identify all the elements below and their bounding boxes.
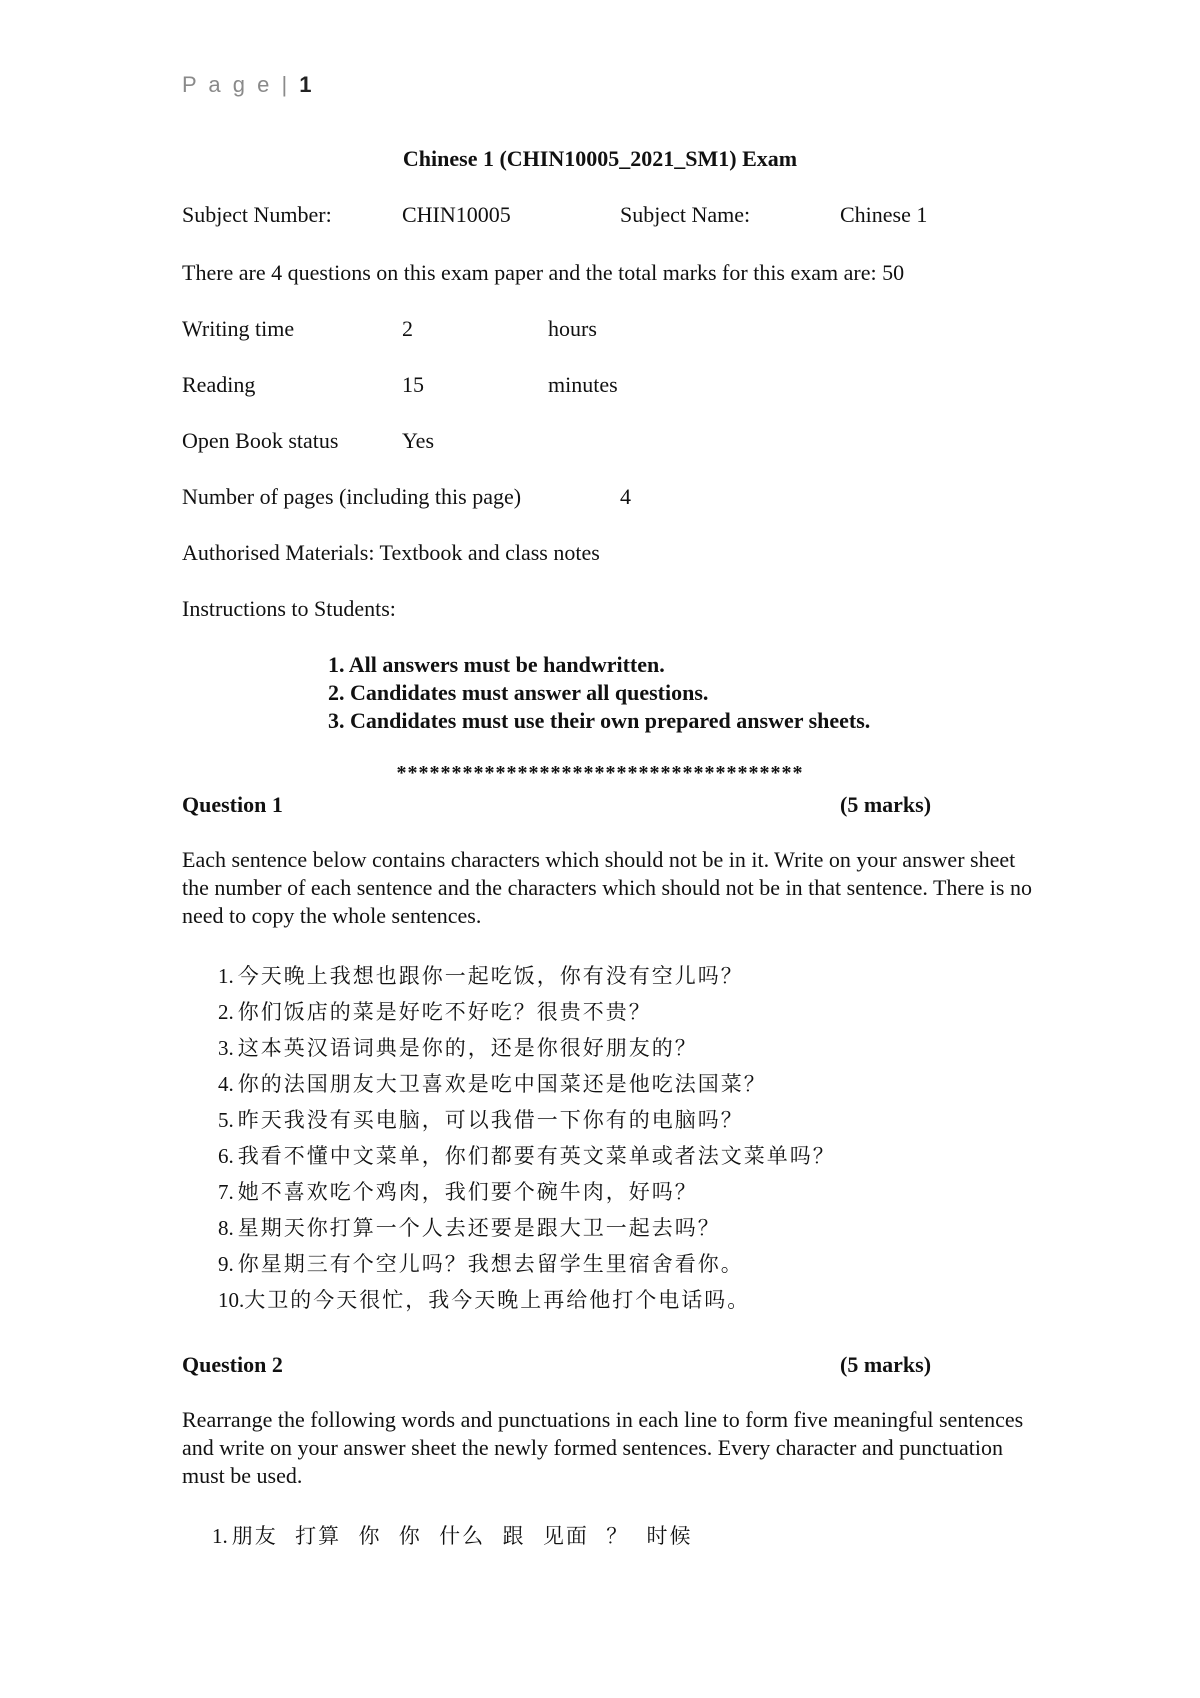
sentence-text: 你们饭店的菜是好吃不好吃？很贵不贵？ <box>237 1000 652 1024</box>
line-text: 朋友 打算 你 你 什么 跟 见面 ？ 时候 <box>231 1524 693 1548</box>
page-number <box>182 72 315 98</box>
pages-label: Number of pages (including this page) <box>182 484 522 509</box>
line-number: 1. <box>212 1524 228 1548</box>
list-item <box>218 996 652 1026</box>
writing-time-value: 2 <box>402 316 413 341</box>
page-separator: | <box>281 72 291 97</box>
pages-value: 4 <box>620 484 631 509</box>
sentence-number: 2. <box>218 1000 234 1024</box>
reading-value: 15 <box>402 372 424 397</box>
sentence-number: 6. <box>218 1144 234 1168</box>
list-item <box>218 960 744 990</box>
sentence-text: 今天晚上我想也跟你一起吃饭，你有没有空儿吗？ <box>237 964 744 988</box>
list-item <box>212 1520 693 1550</box>
question-1-title: Question 1 <box>182 792 283 817</box>
open-book-label: Open Book status <box>182 428 339 453</box>
sentence-number: 10. <box>218 1288 245 1312</box>
sentence-text: 大卫的今天很忙，我今天晚上再给他打个电话吗。 <box>244 1288 751 1312</box>
question-2-instructions: Rearrange the following words and punctuations in each line to form five meaningful sentences and write on your answer sheet the newly formed sentences. Every character and punctuation must be used. <box>182 1407 1024 1488</box>
sentence-number: 1. <box>218 964 234 988</box>
sentence-number: 9. <box>218 1252 234 1276</box>
writing-time-unit: hours <box>548 316 597 341</box>
sentence-number: 4. <box>218 1072 234 1096</box>
question-2-marks: (5 marks) <box>840 1352 932 1377</box>
sentence-text: 这本英汉语词典是你的，还是你很好朋友的？ <box>237 1036 698 1060</box>
instruction-item: 3. Candidates must use their own prepared answer sheets. <box>328 708 871 733</box>
reading-unit: minutes <box>548 372 618 397</box>
sentence-text: 你的法国朋友大卫喜欢是吃中国菜还是他吃法国菜？ <box>237 1072 767 1096</box>
exam-title: Chinese 1 (CHIN10005_2021_SM1) Exam <box>402 146 798 171</box>
sentence-text: 昨天我没有买电脑，可以我借一下你有的电脑吗？ <box>237 1108 744 1132</box>
sentence-text: 我看不懂中文菜单，你们都要有英文菜单或者法文菜单吗？ <box>237 1144 836 1168</box>
sentence-text: 星期天你打算一个人去还要是跟大卫一起去吗？ <box>237 1216 721 1240</box>
instruction-item: 1. All answers must be handwritten. <box>328 652 665 677</box>
sentence-number: 3. <box>218 1036 234 1060</box>
writing-time-label: Writing time <box>182 316 295 341</box>
subject-name-label: Subject Name: <box>620 202 751 227</box>
list-item <box>218 1068 767 1098</box>
subject-name-value: Chinese 1 <box>840 202 928 227</box>
reading-label: Reading <box>182 372 256 397</box>
list-item <box>218 1104 744 1134</box>
sentence-number: 5. <box>218 1108 234 1132</box>
sentence-number: 8. <box>218 1216 234 1240</box>
page-label: P a g e <box>182 72 273 97</box>
subject-number-value: CHIN10005 <box>402 202 511 227</box>
list-item <box>218 1140 836 1170</box>
question-1-instructions: Each sentence below contains characters which should not be in it. Write on your answer sheet the number of each sentence and the characters which should not be in that sentence. There is no need to copy the whole sentences. <box>182 847 1032 928</box>
section-separator: ************************************* <box>396 762 804 784</box>
list-item <box>218 1284 750 1314</box>
list-item <box>218 1212 721 1242</box>
question-1-marks: (5 marks) <box>840 792 932 817</box>
question-2-title: Question 2 <box>182 1352 283 1377</box>
questions-total: There are 4 questions on this exam paper and the total marks for this exam are: 50 <box>182 260 905 285</box>
instructions-label: Instructions to Students: <box>182 596 396 621</box>
sentence-number: 7. <box>218 1180 234 1204</box>
subject-number-label: Subject Number: <box>182 202 332 227</box>
page-number-value: 1 <box>299 72 315 97</box>
authorised-materials: Authorised Materials: Textbook and class notes <box>182 540 600 565</box>
list-item <box>218 1248 744 1278</box>
list-item <box>218 1176 698 1206</box>
open-book-value: Yes <box>402 428 435 453</box>
sentence-text: 她不喜欢吃个鸡肉，我们要个碗牛肉，好吗？ <box>237 1180 698 1204</box>
list-item <box>218 1032 698 1062</box>
sentence-text: 你星期三有个空儿吗？我想去留学生里宿舍看你。 <box>237 1252 744 1276</box>
instruction-item: 2. Candidates must answer all questions. <box>328 680 709 705</box>
